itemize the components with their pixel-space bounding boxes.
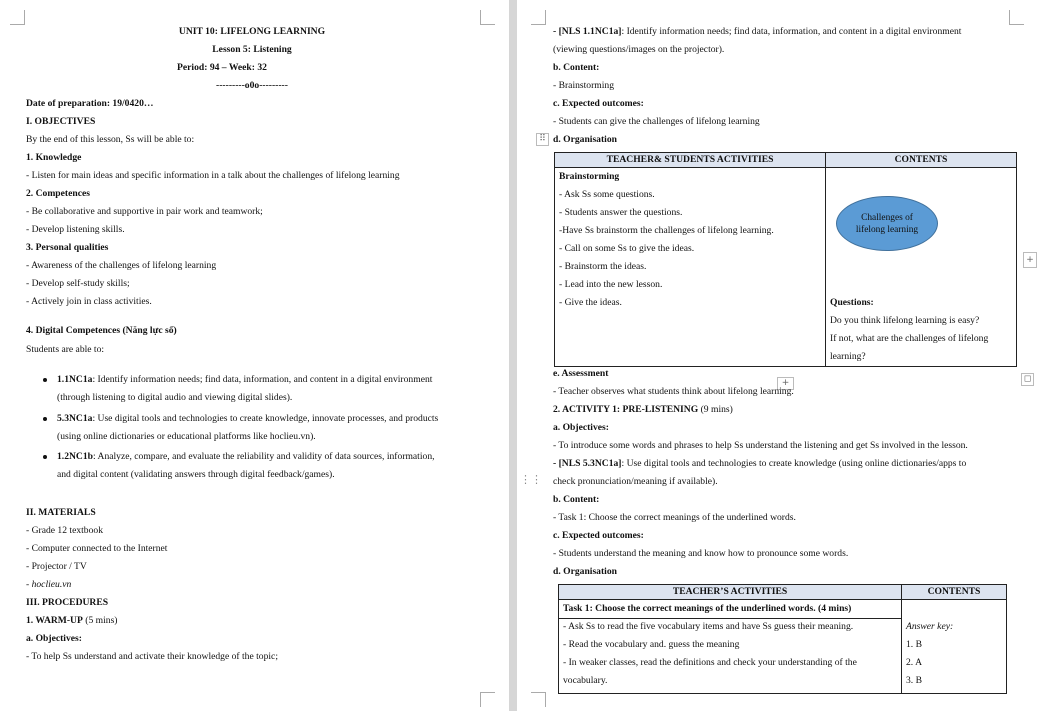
content-item: - Brainstorming [553, 80, 615, 91]
outcomes-heading: c. Expected outcomes: [553, 98, 644, 109]
activity1-objectives-heading: a. Objectives: [553, 422, 609, 433]
answer: 1. B [906, 639, 922, 650]
document-page-left [0, 0, 509, 711]
table-row-divider [559, 618, 901, 619]
vocabulary-table [558, 584, 1007, 694]
answer: 3. B [906, 675, 922, 686]
crop-mark [480, 10, 495, 25]
warmup-objective: - To help Ss understand and activate their knowledge of the topic; [26, 651, 278, 662]
crop-mark [1009, 10, 1024, 25]
splitter-grip-icon[interactable]: ⋮⋮ [520, 473, 542, 486]
competences-item: - Develop listening skills. [26, 224, 125, 235]
activity1-nls-line: - [NLS 5.3NC1a]: Use digital tools and technologies to create knowledge (using online dictionaries/apps to [553, 458, 967, 469]
table-column-divider [825, 153, 826, 366]
activity1-organisation-heading: d. Organisation [553, 566, 617, 577]
outcomes-item: - Students can give the challenges of lifelong learning [553, 116, 760, 127]
table-activity: - Lead into the new lesson. [559, 279, 663, 290]
digital-heading: 4. Digital Competences (Năng lực số) [26, 325, 177, 336]
materials-item: - hoclieu.vn [26, 579, 72, 590]
knowledge-heading: 1. Knowledge [26, 152, 82, 163]
activity1-nls-continued: check pronunciation/meaning if available). [553, 476, 718, 487]
competences-heading: 2. Competences [26, 188, 90, 199]
question-continued: learning? [830, 351, 866, 362]
activity1-content-heading: b. Content: [553, 494, 600, 505]
activity1-outcomes-item: - Students understand the meaning and know how to pronounce some words. [553, 548, 849, 559]
materials-item: - Grade 12 textbook [26, 525, 103, 536]
table-activity: - Read the vocabulary and. guess the meaning [563, 639, 740, 650]
table-activity: - Give the ideas. [559, 297, 622, 308]
table-header-activities: TEACHER& STUDENTS ACTIVITIES [606, 154, 774, 165]
digital-intro: Students are able to: [26, 344, 105, 355]
table-activity: -Have Ss brainstorm the challenges of lifelong learning. [559, 225, 774, 236]
table-row-title: Brainstorming [559, 171, 620, 182]
question: If not, what are the challenges of lifelong [830, 333, 989, 344]
content-heading: b. Content: [553, 62, 600, 73]
knowledge-item: - Listen for main ideas and specific information in a talk about the challenges of lifelong learning [26, 170, 400, 181]
nls-line: - [NLS 1.1NC1a]: Identify information needs; find data, information, and content in a digital environment [553, 26, 962, 37]
organisation-heading: d. Organisation [553, 134, 617, 145]
crop-mark [531, 10, 546, 25]
personal-item: - Actively join in class activities. [26, 296, 152, 307]
crop-mark [480, 692, 495, 707]
personal-item: - Develop self-study skills; [26, 278, 130, 289]
period-line: Period: 94 – Week: 32 [177, 62, 267, 73]
questions-label: Questions: [830, 297, 874, 308]
table-header-contents: CONTENTS [894, 154, 948, 165]
table-activity: - Brainstorm the ideas. [559, 261, 647, 272]
activity1-content-item: - Task 1: Choose the correct meanings of the underlined words. [553, 512, 796, 523]
task-title: Task 1: Choose the correct meanings of the underlined words. (4 mins) [563, 603, 852, 614]
challenges-bubble: Challenges of lifelong learning [836, 196, 938, 251]
materials-heading: II. MATERIALS [26, 507, 96, 518]
table-column-divider [901, 585, 902, 693]
digital-item-continued: (through listening to digital audio and viewing digital slides). [57, 392, 293, 403]
add-column-plus-icon[interactable]: + [1023, 252, 1037, 268]
table-move-handle-icon[interactable]: ⠿ [536, 133, 549, 146]
digital-item-continued: and digital content (validating answers through digital feedback/games). [57, 469, 335, 480]
activity1-heading: 2. ACTIVITY 1: PRE-LISTENING (9 mins) [553, 404, 733, 415]
page-gutter [509, 0, 517, 711]
procedures-heading: III. PROCEDURES [26, 597, 109, 608]
activity1-outcomes-heading: c. Expected outcomes: [553, 530, 644, 541]
warmup-objectives-heading: a. Objectives: [26, 633, 82, 644]
table-activity: - Ask Ss to read the five vocabulary items and have Ss guess their meaning. [563, 621, 854, 632]
digital-item-continued: (using online dictionaries or educational platforms like hoclieu.vn). [57, 431, 316, 442]
date-of-preparation: Date of preparation: 19/0420… [26, 98, 154, 109]
unit-title: UNIT 10: LIFELONG LEARNING [178, 26, 326, 37]
table-activity: - Students answer the questions. [559, 207, 683, 218]
crop-mark [531, 692, 546, 707]
competences-item: - Be collaborative and supportive in pair work and teamwork; [26, 206, 263, 217]
table-activity: - Ask Ss some questions. [559, 189, 655, 200]
bullet [43, 455, 47, 459]
personal-qualities-heading: 3. Personal qualities [26, 242, 109, 253]
answer-key-label: Answer key: [906, 621, 954, 632]
crop-mark [10, 10, 25, 25]
table-activity-continued: vocabulary. [563, 675, 608, 686]
objectives-intro: By the end of this lesson, Ss will be able to: [26, 134, 195, 145]
table-header-teacher: TEACHER’S ACTIVITIES [672, 586, 788, 597]
digital-item: 1.2NC1b: Analyze, compare, and evaluate the reliability and validity of data sources, information, [57, 451, 435, 462]
warmup-heading: 1. WARM-UP (5 mins) [26, 615, 118, 626]
table-activity: - Call on some Ss to give the ideas. [559, 243, 695, 254]
bullet [43, 378, 47, 382]
materials-item: - Projector / TV [26, 561, 87, 572]
materials-item: - Computer connected to the Internet [26, 543, 168, 554]
objectives-heading: I. OBJECTIVES [26, 116, 96, 127]
nls-line-continued: (viewing questions/images on the projector). [553, 44, 725, 55]
digital-item: 5.3NC1a: Use digital tools and technologies to create knowledge, innovate processes, and products [57, 413, 439, 424]
add-row-plus-icon[interactable]: + [777, 377, 794, 390]
answer: 2. A [906, 657, 922, 668]
assessment-heading: e. Assessment [553, 368, 609, 379]
document-page-right [517, 0, 1038, 711]
table-header-contents: CONTENTS [927, 586, 981, 597]
table-activity: - In weaker classes, read the definitions and check your understanding of the [563, 657, 857, 668]
question: Do you think lifelong learning is easy? [830, 315, 980, 326]
activity1-objective: - To introduce some words and phrases to help Ss understand the listening and get Ss involved in the lesson. [553, 440, 968, 451]
separator: ---------o0o--------- [216, 80, 288, 91]
table-resize-handle-icon[interactable]: ◻ [1021, 373, 1034, 386]
bullet [43, 417, 47, 421]
assessment-item: - Teacher observes what students think about lifelong learning. [553, 386, 794, 397]
personal-item: - Awareness of the challenges of lifelong learning [26, 260, 217, 271]
lesson-title: Lesson 5: Listening [212, 44, 292, 55]
digital-item: 1.1NC1a: Identify information needs; find data, information, and content in a digital environment [57, 374, 433, 385]
brainstorm-table [554, 152, 1017, 367]
